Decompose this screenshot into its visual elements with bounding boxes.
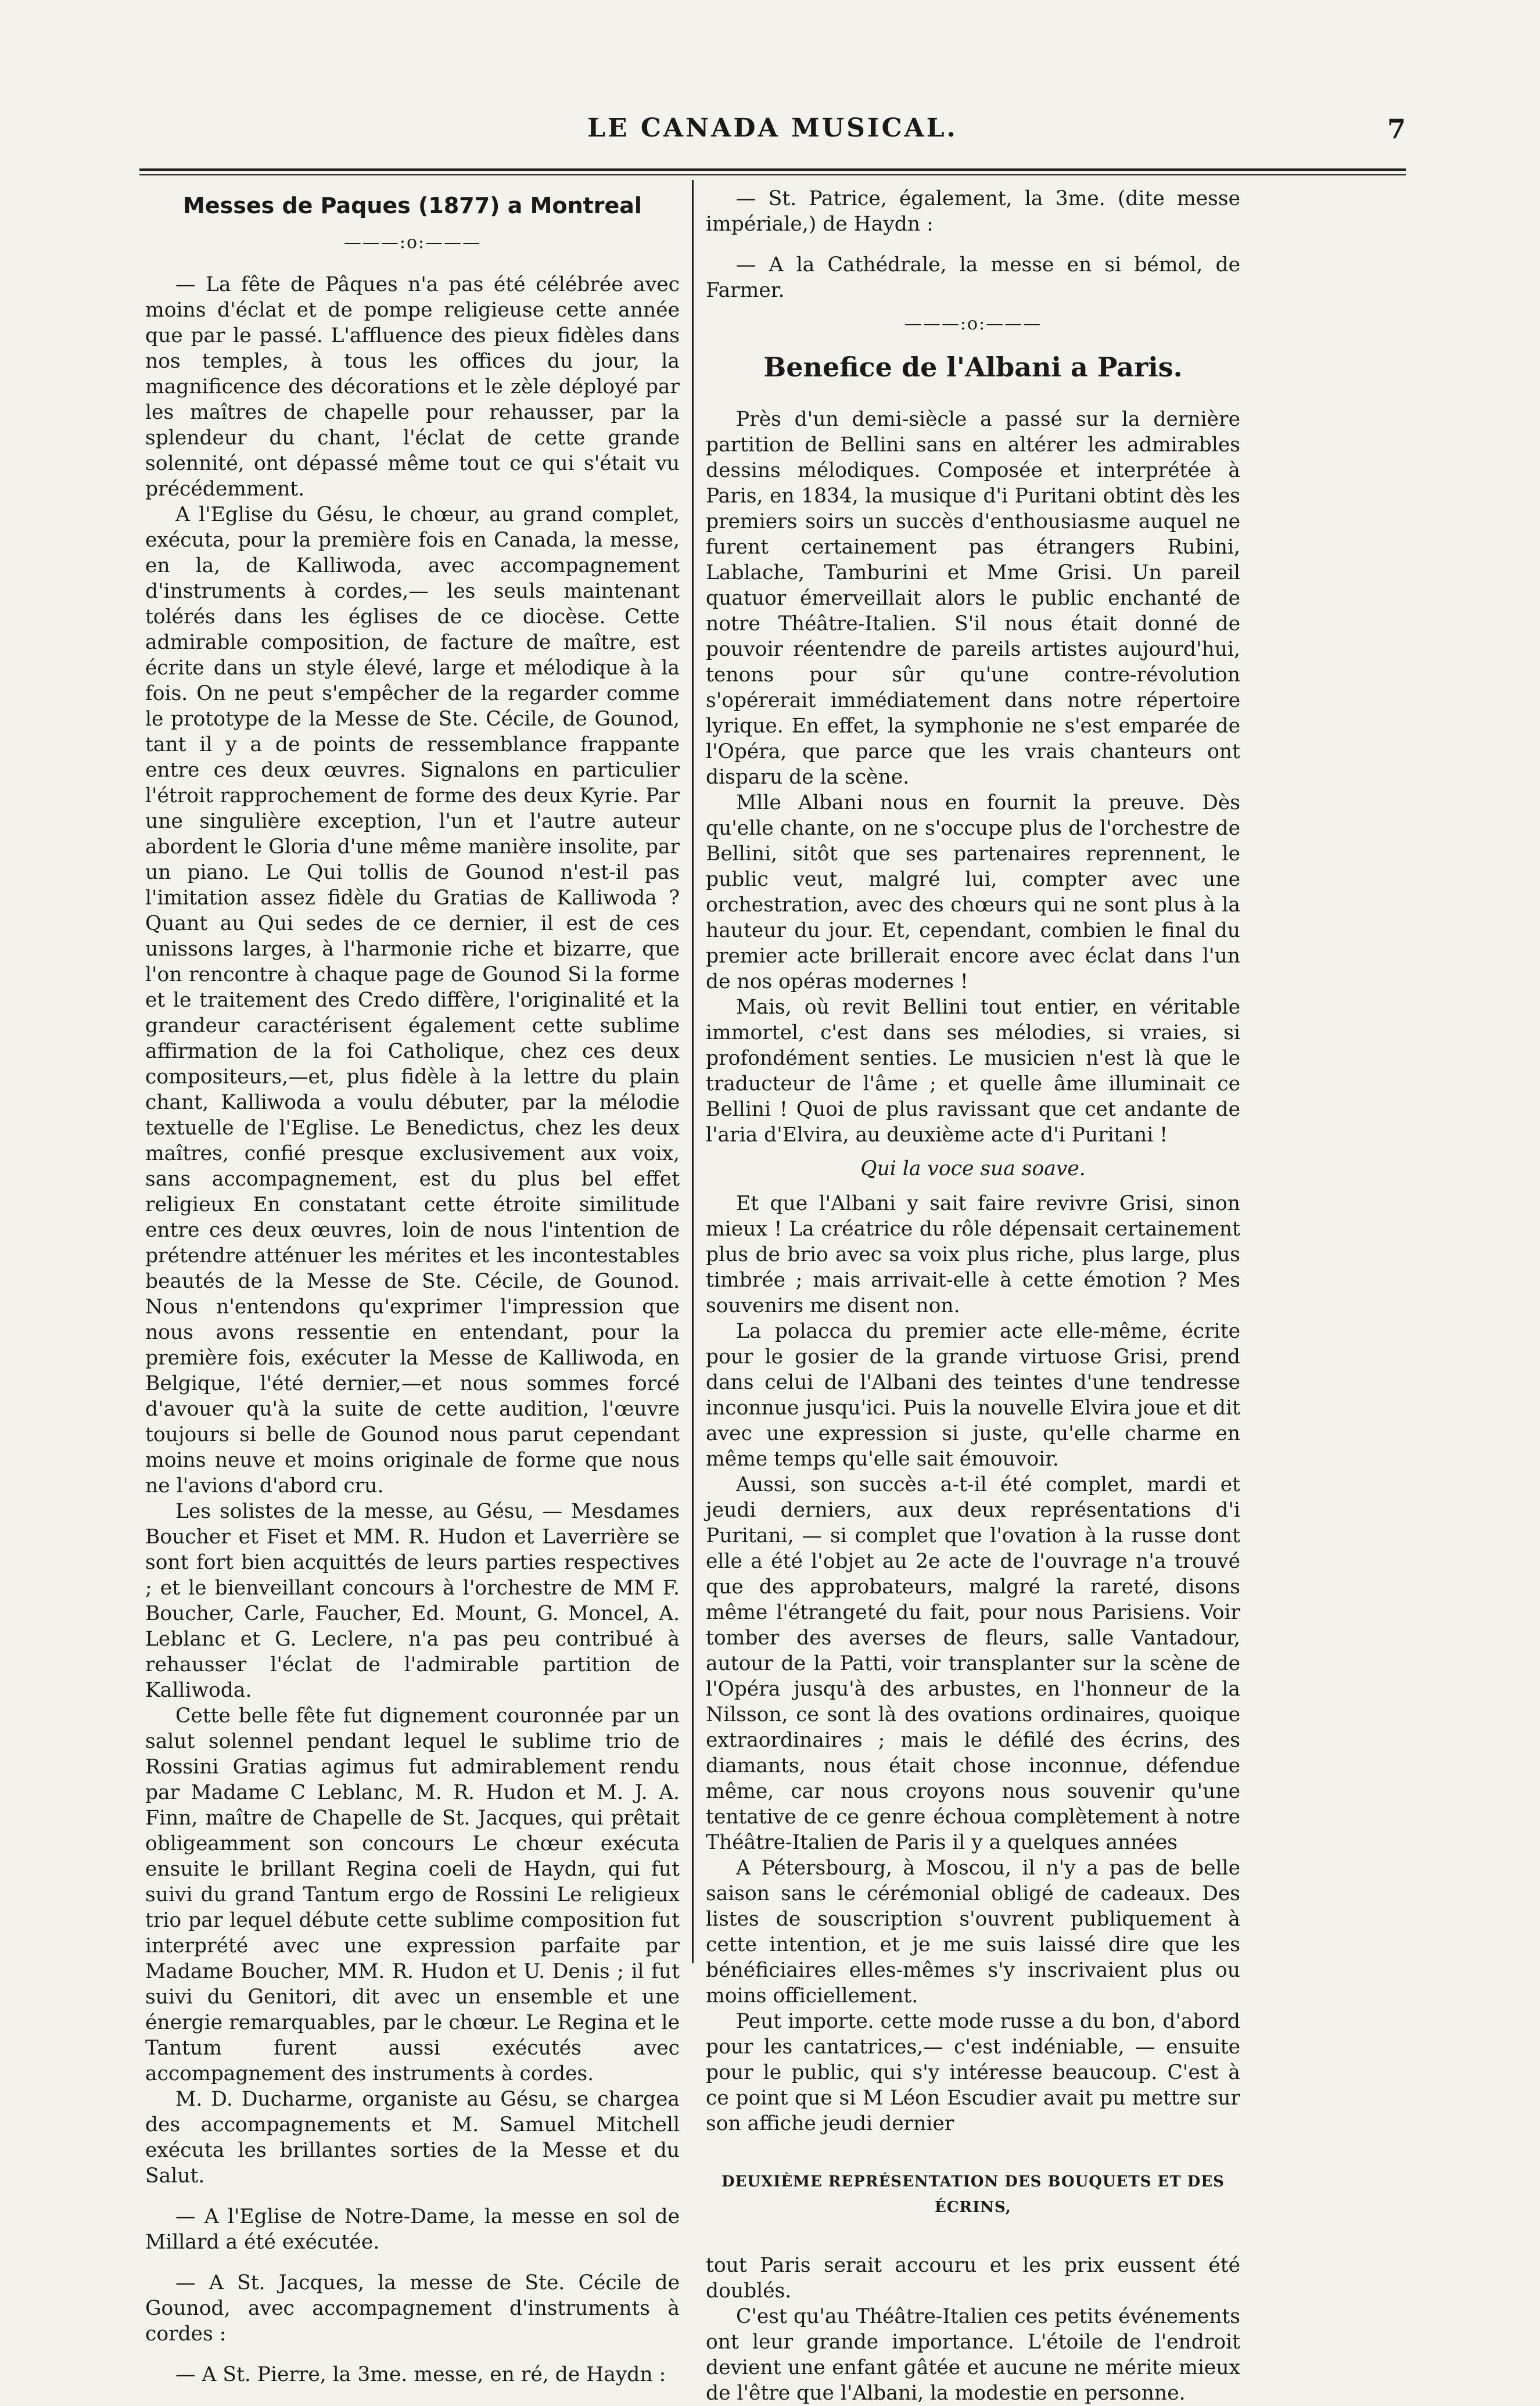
paragraph: — A la Cathédrale, la messe en si bémol, de Farmer. (706, 253, 1240, 302)
paragraph: Près d'un demi-siècle a passé sur la dernière partition de Bellini sans en altérer les admirables dessins mélodiques. Composée et interprétée à Paris, en 1834, la musique d'i Puritani obtint dès les premiers soirs un succès d'enthousiasme auquel ne furent certainement pas étrangers Rubini, Lablache, Tamburini et Mme Grisi. Un pareil quatuor émerveillait alors le public enchanté de notre Théâtre-Italien. S'il nous était donné de pouvoir réentendre de pareils artistes aujourd'hui, tenons pour sûr qu'une contre-révolution s'opérerait immédiatement dans notre répertoire lyrique. En effet, la symphonie ne s'est emparée de l'Opéra, que parce que les vrais chanteurs ont disparu de la scène. (706, 408, 1240, 789)
paragraph: Peut importe. cette mode russe a du bon, d'abord pour les cantatrices,— c'est indéniable, — ensuite pour le public, qui s'y intéresse beaucoup. C'est à ce point que si M Léon Escudier avait pu mettre sur son affiche jeudi dernier (706, 2010, 1240, 2135)
paragraph: Les solistes de la messe, au Gésu, — Mesdames Boucher et Fiset et MM. R. Hudon et Laverrière se sont fort bien acquittés de leurs parties respectives ; et le bienveillant concours à l'orchestre de MM F. Boucher, Carle, Faucher, Ed. Mount, G. Moncel, A. Leblanc et G. Leclere, n'a pas peu contribué à rehausser l'éclat de l'admirable partition de Kalliwoda. (145, 1500, 680, 1702)
paragraph: — La fête de Pâques n'a pas été célébrée avec moins d'éclat et de pompe religieuse cette année que par le passé. L'affluence des pieux fidèles dans nos temples, à tous les offices du jour, la magnificence des décorations et le zèle déployé par les maîtres de chapelle pour rehausser, par la splendeur du chant, l'éclat de cette grande solennité, ont dépassé même tout ce qui s'était vu précédemment. (145, 273, 680, 501)
column-divider (692, 180, 694, 1963)
paragraph: A l'Eglise du Gésu, le chœur, au grand complet, exécuta, pour la première fois en Canada, la messe, en la, de Kalliwoda, avec accompagnement d'instruments à cordes,— les seuls maintenant tolérés dans les églises de ce diocèse. Cette admirable composition, de facture de maître, est écrite dans un style élevé, large et mélodique à la fois. On ne peut s'empêcher de la regarder comme le prototype de la Messe de Ste. Cécile, de Gounod, tant il y a de points de ressemblance frappante entre ces deux œuvres. Signalons en particulier l'étroit rapprochement de forme des deux Kyrie. Par une singulière exception, l'un et l'autre auteur abordent le Gloria d'une même manière insolite, par un piano. Le Qui tollis de Gounod n'est-il pas l'imitation assez fidèle du Gratias de Kalliwoda ? Quant au Qui sedes de ce dernier, il est de ces unissons larges, à l'harmonie riche et bizarre, que l'on rencontre à chaque page de Gounod Si la forme et le traitement des Credo diffère, l'originalité et la grandeur caractérisent également cette sublime affirmation de la foi Catholique, chez ces deux compositeurs,—et, plus fidèle à la lettre du plain chant, Kalliwoda a voulu débuter, par la mélodie textuelle de l'Eglise. Le Benedictus, chez les deux maîtres, confié presque exclusivement aux voix, sans accompagnement, est du plus bel effet religieux En constatant cette étroite similitude entre ces deux œuvres, loin de nous l'intention de prétendre atténuer les mérites et les incontestables beautés de la Messe de Ste. Cécile, de Gounod. Nous n'entendons qu'exprimer l'impression que nous avons ressentie en entendant, pour la première fois, exécuter la Messe de Kalliwoda, en Belgique, l'été dernier,—et nous sommes forcé d'avouer qu'à la suite de cette audition, l'œuvre toujours si belle de Gounod nous parut cependant moins neuve et moins originale de forme que nous ne l'avions d'abord cru. (145, 503, 680, 1498)
article-title-albani-benefit: Benefice de l'Albani a Paris. (763, 351, 1183, 383)
paragraph: Aussi, son succès a-t-il été complet, mardi et jeudi derniers, aux deux représentations d'i Puritani, — si complet que l'ovation à la russe dont elle a été l'objet au 2e acte de l'ouvrage n'a trouvé que des approbateurs, malgré la rareté, disons même l'étrangeté du fait, pour nous Parisiens. Voir tomber des averses de fleurs, salle Vantadour, autour de la Patti, voir transplanter sur la scène de l'Opéra jusqu'à des arbustes, en l'honneur de la Nilsson, ce sont là des ovations ordinaires, quoique extraordinaires ; mais le défilé des écrins, des diamants, nous était chose inconnue, défendue même, car nous croyons nous souvenir qu'une tentative de ce genre échoua complètement à notre Théâtre-Italien de Paris il y a quelques années (706, 1473, 1240, 1854)
page-header (139, 113, 1406, 160)
paragraph: La polacca du premier acte elle-même, écrite pour le gosier de la grande virtuose Grisi, prend dans celui de l'Albani des teintes d'une tendresse inconnue jusqu'ici. Puis la nouvelle Elvira joue et dit avec une expression si juste, qu'elle charme en même temps qu'elle sait émouvoir. (706, 1320, 1240, 1471)
header-rule-thin (139, 174, 1406, 175)
paragraph: C'est qu'au Théâtre-Italien ces petits événements ont leur grande importance. L'étoile de l'endroit devient une enfant gâtée et aucune ne mérite mieux de l'être que l'Albani, la modestie en personne. (706, 2305, 1240, 2405)
right-column (706, 186, 1240, 2406)
quoted-aria-line: Qui la voce sua soave. (860, 1157, 1086, 1180)
paragraph: — A St. Jacques, la messe de Ste. Cécile de Gounod, avec accompagnement d'instruments à cordes : (145, 2271, 680, 2346)
paragraph: — St. Patrice, également, la 3me. (dite messe impériale,) de Haydn : (706, 187, 1240, 236)
section-ornament: ———:o:——— (904, 314, 1042, 334)
running-title: LE CANADA MUSICAL. (587, 113, 958, 143)
paragraph: — A l'Eglise de Notre-Dame, la messe en sol de Millard a été exécutée. (145, 2205, 680, 2254)
page-number: 7 (1387, 113, 1406, 145)
paragraph: Mlle Albani nous en fournit la preuve. Dès qu'elle chante, on ne s'occupe plus de l'orchestre de Bellini, sitôt que ses partenaires reprennent, le public veut, malgré lui, compter avec une orchestration, avec des chœurs qui ne sont plus à la hauteur du jour. Et, cependant, combien le final du premier acte brillerait encore avec éclat dans l'un de nos opéras modernes ! (706, 791, 1240, 993)
header-rule-thick (139, 168, 1406, 171)
section-ornament: ———:o:——— (343, 232, 482, 253)
paragraph: tout Paris serait accouru et les prix eussent été doublés. (706, 2254, 1240, 2303)
paragraph: — A St. Pierre, la 3me. messe, en ré, de Haydn : (175, 2363, 666, 2386)
paragraph: A Pétersbourg, à Moscou, il n'y a pas de belle saison sans le cérémonial obligé de cadeaux. Des listes de souscription s'ouvrent publiquement à cette intention, et je me suis laissé dire que les bénéficiaires elles-mêmes s'y inscrivaient plus ou moins officiellement. (706, 1856, 1240, 2008)
paragraph: Et que l'Albani y sait faire revivre Grisi, sinon mieux ! La créatrice du rôle dépensait certainement plus de brio avec sa voix plus riche, plus large, plus timbrée ; mais arrivait-elle à cette émotion ? Mes souvenirs me disent non. (706, 1192, 1240, 1317)
paragraph: Cette belle fête fut dignement couronnée par un salut solennel pendant lequel le sublime trio de Rossini Gratias agimus fut admirablement rendu par Madame C Leblanc, M. R. Hudon et M. J. A. Finn, maître de Chapelle de St. Jacques, qui prêtait obligeamment son concours Le chœur exécuta ensuite le brillant Regina coeli de Haydn, qui fut suivi du grand Tantum ergo de Rossini Le religieux trio par lequel débute cette sublime composition fut interprété avec une expression parfaite par Madame Boucher, MM. R. Hudon et U. Denis ; il fut suivi du Genitori, dit avec un ensemble et une énergie remarquables, par le chœur. Le Regina et le Tantum furent aussi exécutés avec accompagnement des instruments à cordes. (145, 1704, 680, 2085)
paragraph: Mais, où revit Bellini tout entier, en véritable immortel, c'est dans ses mélodies, si vraies, si profondément senties. Le musicien n'est là que le traducteur de l'âme ; et quelle âme illuminait ce Bellini ! Quoi de plus ravissant que cet andante de l'aria d'Elvira, au deuxième acte d'i Puritani ! (706, 996, 1240, 1147)
article-title-easter-masses: Messes de Paques (1877) a Montreal (183, 193, 642, 218)
left-column (145, 186, 680, 2387)
paragraph: M. D. Ducharme, organiste au Gésu, se chargea des accompagnements et M. Samuel Mitchell exécuta les brillantes sorties de la Messe et du Salut. (145, 2088, 680, 2188)
caps-heading-line: DEUXIÈME REPRÉSENTATION DES BOUQUETS ET DES ÉCRINS, (721, 2173, 1225, 2216)
